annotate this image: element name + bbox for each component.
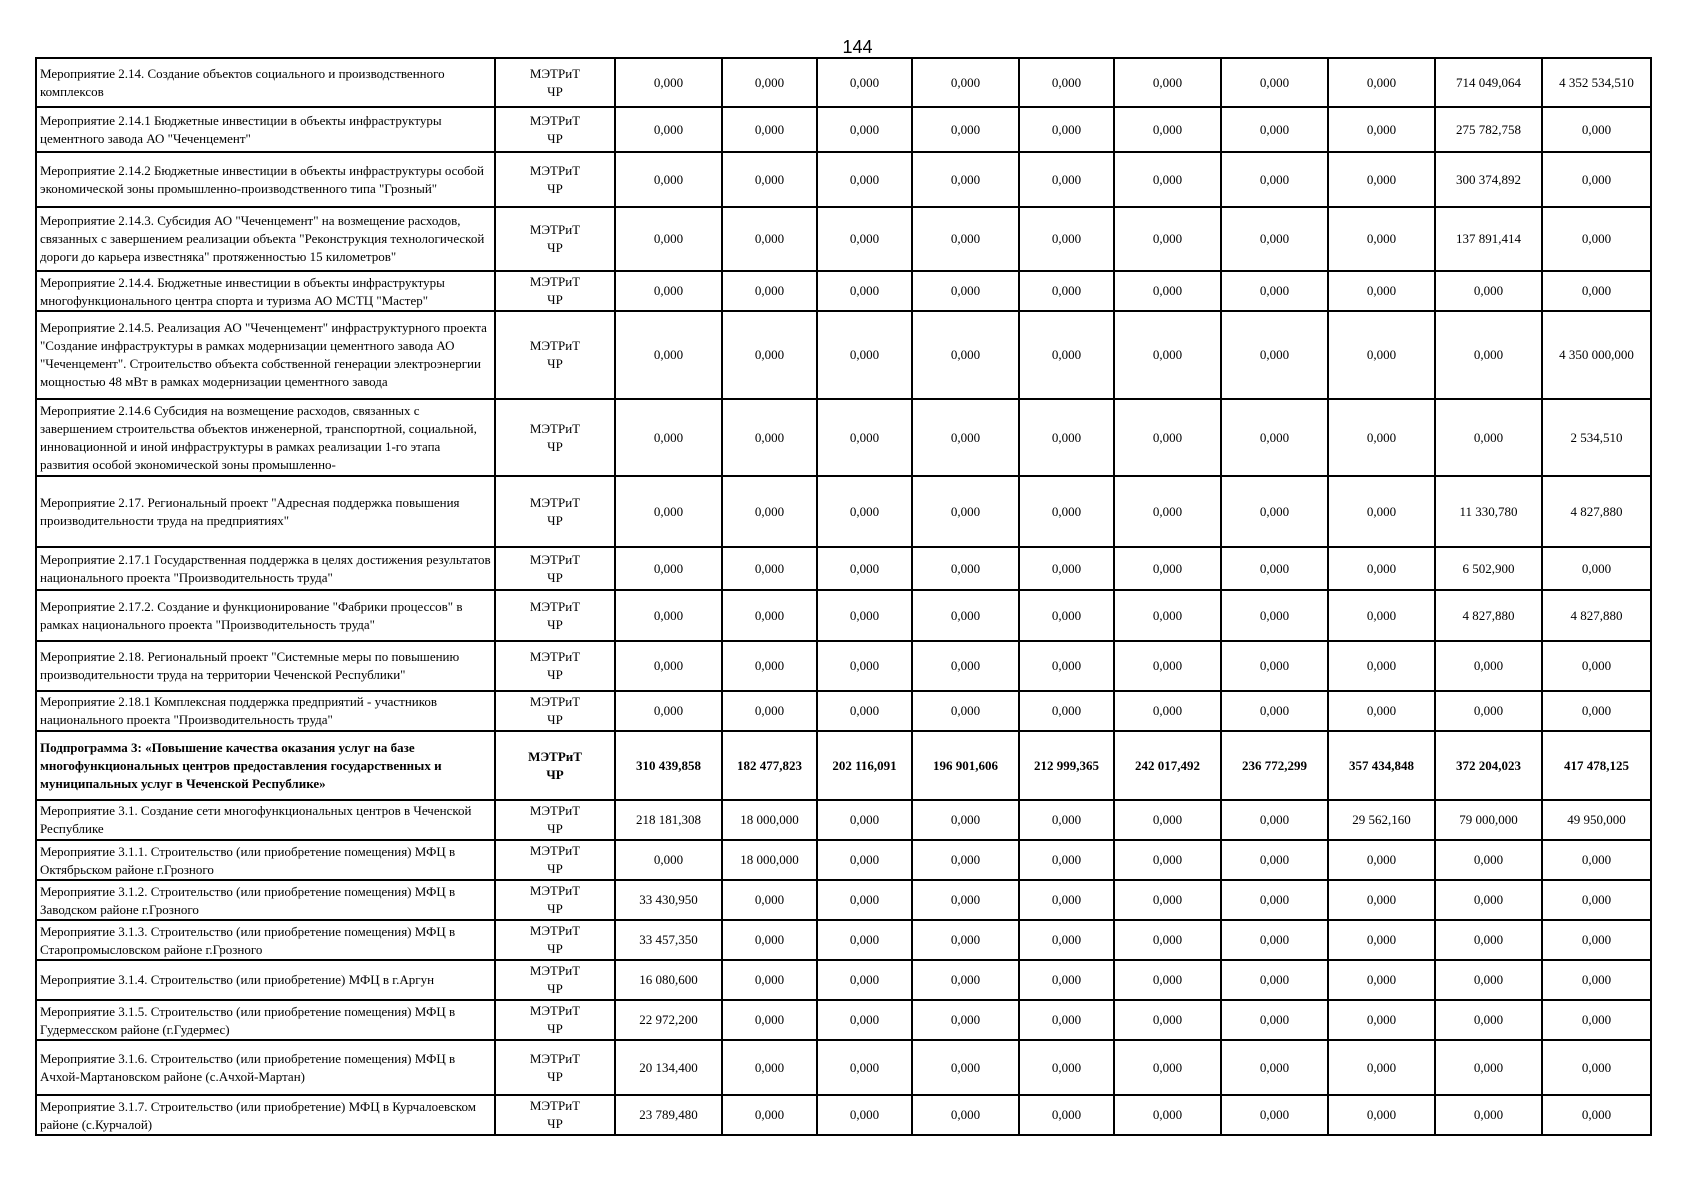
amount-cell: 0,000 xyxy=(912,590,1019,641)
activity-name-cell xyxy=(36,1000,495,1040)
amount-cell: 0,000 xyxy=(817,311,912,399)
amount-cell: 0,000 xyxy=(1221,590,1328,641)
amount-cell: 4 827,880 xyxy=(1542,476,1651,547)
executor-cell: МЭТРиТ ЧР xyxy=(495,107,615,152)
amount-cell: 0,000 xyxy=(1019,960,1114,1000)
amount-cell: 310 439,858 xyxy=(615,731,722,800)
table-row xyxy=(36,1095,1651,1135)
amount-cell: 0,000 xyxy=(912,1040,1019,1095)
amount-cell: 0,000 xyxy=(615,691,722,731)
amount-cell: 0,000 xyxy=(1221,399,1328,476)
amount-cell: 0,000 xyxy=(1435,960,1542,1000)
activity-name-cell xyxy=(36,800,495,840)
table-row xyxy=(36,547,1651,590)
amount-cell: 0,000 xyxy=(1221,641,1328,691)
amount-cell: 714 049,064 xyxy=(1435,58,1542,107)
amount-cell: 4 827,880 xyxy=(1435,590,1542,641)
activity-name-cell xyxy=(36,1040,495,1095)
amount-cell: 0,000 xyxy=(1114,476,1221,547)
amount-cell: 0,000 xyxy=(1019,271,1114,311)
table-row xyxy=(36,1040,1651,1095)
amount-cell: 0,000 xyxy=(1019,880,1114,920)
activity-name-cell xyxy=(36,207,495,271)
amount-cell: 0,000 xyxy=(912,311,1019,399)
activity-name: Мероприятие 3.1.1. Строительство (или приобретение помещения) МФЦ в Октябрьском районе г.Грозного xyxy=(40,844,456,877)
amount-cell: 0,000 xyxy=(912,547,1019,590)
executor-cell: МЭТРиТ ЧР xyxy=(495,207,615,271)
amount-cell: 0,000 xyxy=(722,691,817,731)
executor-cell: МЭТРиТ ЧР xyxy=(495,590,615,641)
amount-cell: 0,000 xyxy=(912,271,1019,311)
amount-cell: 0,000 xyxy=(1328,1040,1435,1095)
amount-cell: 0,000 xyxy=(615,58,722,107)
amount-cell: 0,000 xyxy=(817,207,912,271)
executor-cell: МЭТРиТ ЧР xyxy=(495,641,615,691)
table-row xyxy=(36,152,1651,207)
amount-cell: 0,000 xyxy=(1221,271,1328,311)
amount-cell: 0,000 xyxy=(817,590,912,641)
amount-cell: 2 534,510 xyxy=(1542,399,1651,476)
amount-cell: 0,000 xyxy=(1328,1000,1435,1040)
amount-cell: 0,000 xyxy=(1221,800,1328,840)
amount-cell: 0,000 xyxy=(722,1040,817,1095)
amount-cell: 0,000 xyxy=(1328,399,1435,476)
activity-name: Мероприятие 2.14.3. Субсидия АО "Чеченцемент" на возмещение расходов, связанных с завершением реализации объекта "Реконструкция технологической дороги до карьера известняка" протяженностью 15 километров" xyxy=(40,213,485,264)
amount-cell: 0,000 xyxy=(615,840,722,880)
amount-cell: 0,000 xyxy=(912,107,1019,152)
amount-cell: 0,000 xyxy=(1019,399,1114,476)
amount-cell: 0,000 xyxy=(817,271,912,311)
activity-name-cell xyxy=(36,731,495,800)
activity-name: Мероприятие 2.14.6 Субсидия на возмещение расходов, связанных с завершением строительства объектов инженерной, транспортной, социальной, инновационной и иной инфраструктуры в рамках реализации 1-го этапа развития особой экономической зоны промышленно- xyxy=(40,402,477,472)
amount-cell: 0,000 xyxy=(1542,641,1651,691)
amount-cell: 0,000 xyxy=(1328,590,1435,641)
executor-cell: МЭТРиТ ЧР xyxy=(495,58,615,107)
table-row xyxy=(36,641,1651,691)
amount-cell: 0,000 xyxy=(1542,1040,1651,1095)
amount-cell: 0,000 xyxy=(1114,840,1221,880)
amount-cell: 0,000 xyxy=(1435,691,1542,731)
amount-cell: 0,000 xyxy=(1328,311,1435,399)
amount-cell: 0,000 xyxy=(1019,800,1114,840)
amount-cell: 0,000 xyxy=(1435,840,1542,880)
activity-name: Мероприятие 2.14.5. Реализация АО "Чеченцемент" инфраструктурного проекта "Создание инфраструктуры в рамках модернизации цементного завода АО "Чеченцемент". Строительство объекта собственной генерации электроэнергии мощностью 48 мВт в рамках модернизации цементного завода xyxy=(40,320,487,389)
executor-cell: МЭТРиТ ЧР xyxy=(495,476,615,547)
amount-cell: 242 017,492 xyxy=(1114,731,1221,800)
activity-name: Мероприятие 3.1.6. Строительство (или приобретение помещения) МФЦ в Ачхой-Мартановском районе (с.Ачхой-Мартан) xyxy=(40,1050,456,1084)
amount-cell: 0,000 xyxy=(1542,880,1651,920)
amount-cell: 0,000 xyxy=(1114,641,1221,691)
amount-cell: 0,000 xyxy=(912,399,1019,476)
executor-cell: МЭТРиТ ЧР xyxy=(495,1095,615,1135)
amount-cell: 0,000 xyxy=(1019,207,1114,271)
amount-cell: 0,000 xyxy=(1114,1000,1221,1040)
amount-cell: 0,000 xyxy=(1221,547,1328,590)
amount-cell: 0,000 xyxy=(1221,1000,1328,1040)
amount-cell: 18 000,000 xyxy=(722,840,817,880)
amount-cell: 0,000 xyxy=(1114,880,1221,920)
amount-cell: 4 350 000,000 xyxy=(1542,311,1651,399)
amount-cell: 16 080,600 xyxy=(615,960,722,1000)
amount-cell: 18 000,000 xyxy=(722,800,817,840)
activity-name: Мероприятие 2.18. Региональный проект "Системные меры по повышению производительности труда на территории Чеченской Республики" xyxy=(40,649,460,682)
amount-cell: 0,000 xyxy=(912,691,1019,731)
table-row xyxy=(36,271,1651,311)
amount-cell: 0,000 xyxy=(722,880,817,920)
amount-cell: 300 374,892 xyxy=(1435,152,1542,207)
executor-cell: МЭТРиТ ЧР xyxy=(495,547,615,590)
executor-cell: МЭТРиТ ЧР xyxy=(495,800,615,840)
amount-cell: 0,000 xyxy=(615,399,722,476)
amount-cell: 0,000 xyxy=(722,58,817,107)
amount-cell: 79 000,000 xyxy=(1435,800,1542,840)
amount-cell: 0,000 xyxy=(817,691,912,731)
amount-cell: 11 330,780 xyxy=(1435,476,1542,547)
amount-cell: 0,000 xyxy=(1019,1000,1114,1040)
amount-cell: 0,000 xyxy=(1019,311,1114,399)
amount-cell: 0,000 xyxy=(1435,641,1542,691)
amount-cell: 0,000 xyxy=(1542,1000,1651,1040)
amount-cell: 4 352 534,510 xyxy=(1542,58,1651,107)
amount-cell: 0,000 xyxy=(817,399,912,476)
amount-cell: 0,000 xyxy=(817,547,912,590)
table-row xyxy=(36,800,1651,840)
amount-cell: 0,000 xyxy=(817,1040,912,1095)
amount-cell: 372 204,023 xyxy=(1435,731,1542,800)
amount-cell: 0,000 xyxy=(912,1095,1019,1135)
amount-cell: 0,000 xyxy=(1019,547,1114,590)
amount-cell: 0,000 xyxy=(1114,920,1221,960)
executor-cell: МЭТРиТ ЧР xyxy=(495,1000,615,1040)
executor-cell: МЭТРиТ ЧР xyxy=(495,920,615,960)
budget-table xyxy=(35,57,1652,1136)
amount-cell: 0,000 xyxy=(1221,960,1328,1000)
activity-name-cell xyxy=(36,399,495,476)
amount-cell: 0,000 xyxy=(1221,152,1328,207)
amount-cell: 0,000 xyxy=(1221,920,1328,960)
amount-cell: 0,000 xyxy=(912,800,1019,840)
amount-cell: 0,000 xyxy=(722,399,817,476)
amount-cell: 0,000 xyxy=(817,880,912,920)
amount-cell: 0,000 xyxy=(1542,691,1651,731)
amount-cell: 0,000 xyxy=(912,152,1019,207)
activity-name: Мероприятие 2.18.1 Комплексная поддержка предприятий - участников национального проекта "Производительность труда" xyxy=(40,694,438,727)
executor-cell: МЭТРиТ ЧР xyxy=(495,960,615,1000)
amount-cell: 0,000 xyxy=(912,840,1019,880)
amount-cell: 0,000 xyxy=(1019,152,1114,207)
amount-cell: 4 827,880 xyxy=(1542,590,1651,641)
amount-cell: 0,000 xyxy=(1542,960,1651,1000)
amount-cell: 0,000 xyxy=(1328,476,1435,547)
amount-cell: 0,000 xyxy=(912,58,1019,107)
amount-cell: 218 181,308 xyxy=(615,800,722,840)
executor-cell: МЭТРиТ ЧР xyxy=(495,731,615,800)
amount-cell: 0,000 xyxy=(1221,1040,1328,1095)
amount-cell: 0,000 xyxy=(1114,1095,1221,1135)
activity-name: Мероприятие 2.14.1 Бюджетные инвестиции в объекты инфраструктуры цементного завода АО "Чеченцемент" xyxy=(40,112,442,146)
amount-cell: 0,000 xyxy=(912,1000,1019,1040)
executor-cell: МЭТРиТ ЧР xyxy=(495,1040,615,1095)
amount-cell: 0,000 xyxy=(722,271,817,311)
amount-cell: 0,000 xyxy=(722,152,817,207)
amount-cell: 0,000 xyxy=(1019,476,1114,547)
amount-cell: 0,000 xyxy=(615,107,722,152)
amount-cell: 0,000 xyxy=(1114,800,1221,840)
amount-cell: 0,000 xyxy=(1435,1040,1542,1095)
amount-cell: 0,000 xyxy=(1328,152,1435,207)
amount-cell: 0,000 xyxy=(1221,107,1328,152)
amount-cell: 0,000 xyxy=(817,476,912,547)
amount-cell: 137 891,414 xyxy=(1435,207,1542,271)
table-body xyxy=(36,58,1651,1135)
amount-cell: 0,000 xyxy=(722,1000,817,1040)
amount-cell: 0,000 xyxy=(1435,271,1542,311)
executor-cell: МЭТРиТ ЧР xyxy=(495,840,615,880)
activity-name: Мероприятие 2.14. Создание объектов социального и производственного комплексов xyxy=(40,65,445,99)
amount-cell: 0,000 xyxy=(1221,311,1328,399)
amount-cell: 0,000 xyxy=(615,311,722,399)
amount-cell: 0,000 xyxy=(1328,641,1435,691)
table-row xyxy=(36,840,1651,880)
table-row xyxy=(36,880,1651,920)
amount-cell: 0,000 xyxy=(1114,107,1221,152)
amount-cell: 0,000 xyxy=(912,207,1019,271)
amount-cell: 0,000 xyxy=(1435,920,1542,960)
amount-cell: 0,000 xyxy=(1019,1095,1114,1135)
amount-cell: 0,000 xyxy=(817,960,912,1000)
amount-cell: 357 434,848 xyxy=(1328,731,1435,800)
amount-cell: 0,000 xyxy=(615,207,722,271)
amount-cell: 0,000 xyxy=(817,840,912,880)
table-row xyxy=(36,691,1651,731)
amount-cell: 0,000 xyxy=(615,152,722,207)
amount-cell: 0,000 xyxy=(1019,920,1114,960)
amount-cell: 0,000 xyxy=(1221,840,1328,880)
amount-cell: 0,000 xyxy=(1114,960,1221,1000)
amount-cell: 0,000 xyxy=(1435,1000,1542,1040)
executor-cell: МЭТРиТ ЧР xyxy=(495,152,615,207)
amount-cell: 0,000 xyxy=(1221,476,1328,547)
amount-cell: 0,000 xyxy=(1328,207,1435,271)
amount-cell: 0,000 xyxy=(722,960,817,1000)
amount-cell: 202 116,091 xyxy=(817,731,912,800)
activity-name: Мероприятие 3.1.5. Строительство (или приобретение помещения) МФЦ в Гудермесском районе (г.Гудермес) xyxy=(40,1004,456,1037)
amount-cell: 0,000 xyxy=(1328,107,1435,152)
amount-cell: 0,000 xyxy=(1019,590,1114,641)
executor-cell: МЭТРиТ ЧР xyxy=(495,311,615,399)
activity-name: Мероприятие 2.17.2. Создание и функционирование "Фабрики процессов" в рамках национального проекта "Производительность труда" xyxy=(40,598,463,632)
table-row xyxy=(36,107,1651,152)
amount-cell: 0,000 xyxy=(1435,1095,1542,1135)
amount-cell: 49 950,000 xyxy=(1542,800,1651,840)
amount-cell: 275 782,758 xyxy=(1435,107,1542,152)
activity-name-cell xyxy=(36,107,495,152)
activity-name: Мероприятие 3.1.3. Строительство (или приобретение помещения) МФЦ в Старопромысловском районе г.Грозного xyxy=(40,924,456,957)
table-row xyxy=(36,731,1651,800)
amount-cell: 0,000 xyxy=(615,271,722,311)
amount-cell: 0,000 xyxy=(1019,641,1114,691)
amount-cell: 0,000 xyxy=(722,590,817,641)
amount-cell: 0,000 xyxy=(1328,840,1435,880)
activity-name-cell xyxy=(36,840,495,880)
amount-cell: 0,000 xyxy=(817,641,912,691)
amount-cell: 0,000 xyxy=(1542,207,1651,271)
activity-name: Мероприятие 3.1. Создание сети многофункциональных центров в Чеченской Республике xyxy=(40,803,472,836)
amount-cell: 417 478,125 xyxy=(1542,731,1651,800)
amount-cell: 0,000 xyxy=(1542,840,1651,880)
amount-cell: 0,000 xyxy=(1221,207,1328,271)
amount-cell: 0,000 xyxy=(912,476,1019,547)
amount-cell: 0,000 xyxy=(912,920,1019,960)
amount-cell: 0,000 xyxy=(1221,58,1328,107)
table-row xyxy=(36,58,1651,107)
amount-cell: 0,000 xyxy=(912,960,1019,1000)
amount-cell: 0,000 xyxy=(1328,271,1435,311)
amount-cell: 0,000 xyxy=(1328,58,1435,107)
executor-cell: МЭТРиТ ЧР xyxy=(495,880,615,920)
activity-name-cell xyxy=(36,58,495,107)
activity-name-cell xyxy=(36,547,495,590)
amount-cell: 0,000 xyxy=(817,58,912,107)
activity-name: Подпрограмма 3: «Повышение качества оказания услуг на базе многофункциональных центров предоставления государственных и муниципальных услуг в Чеченской Республике» xyxy=(40,739,442,791)
activity-name-cell xyxy=(36,920,495,960)
amount-cell: 236 772,299 xyxy=(1221,731,1328,800)
amount-cell: 0,000 xyxy=(1019,58,1114,107)
amount-cell: 0,000 xyxy=(1114,399,1221,476)
amount-cell: 0,000 xyxy=(1328,1095,1435,1135)
amount-cell: 0,000 xyxy=(1019,107,1114,152)
amount-cell: 0,000 xyxy=(615,641,722,691)
table-row xyxy=(36,399,1651,476)
amount-cell: 0,000 xyxy=(722,547,817,590)
activity-name: Мероприятие 3.1.7. Строительство (или приобретение) МФЦ в Курчалоевском районе (с.Курчалой) xyxy=(40,1099,476,1132)
activity-name-cell xyxy=(36,271,495,311)
activity-name: Мероприятие 2.14.4. Бюджетные инвестиции в объекты инфраструктуры многофункционального центра спорта и туризма АО МСТЦ "Мастер" xyxy=(40,274,445,308)
amount-cell: 33 457,350 xyxy=(615,920,722,960)
activity-name-cell xyxy=(36,1095,495,1135)
amount-cell: 0,000 xyxy=(722,107,817,152)
activity-name-cell xyxy=(36,152,495,207)
amount-cell: 0,000 xyxy=(1114,207,1221,271)
amount-cell: 0,000 xyxy=(1328,691,1435,731)
amount-cell: 0,000 xyxy=(1435,399,1542,476)
amount-cell: 22 972,200 xyxy=(615,1000,722,1040)
amount-cell: 0,000 xyxy=(1542,271,1651,311)
amount-cell: 0,000 xyxy=(817,107,912,152)
amount-cell: 20 134,400 xyxy=(615,1040,722,1095)
amount-cell: 196 901,606 xyxy=(912,731,1019,800)
amount-cell: 0,000 xyxy=(1114,311,1221,399)
activity-name: Мероприятие 3.1.2. Строительство (или приобретение помещения) МФЦ в Заводском районе г.Грозного xyxy=(40,884,456,917)
executor-cell: МЭТРиТ ЧР xyxy=(495,399,615,476)
amount-cell: 212 999,365 xyxy=(1019,731,1114,800)
amount-cell: 0,000 xyxy=(817,1000,912,1040)
amount-cell: 0,000 xyxy=(1221,880,1328,920)
amount-cell: 0,000 xyxy=(1114,1040,1221,1095)
amount-cell: 0,000 xyxy=(1435,311,1542,399)
amount-cell: 0,000 xyxy=(722,1095,817,1135)
activity-name-cell xyxy=(36,691,495,731)
amount-cell: 182 477,823 xyxy=(722,731,817,800)
activity-name: Мероприятие 2.17.1 Государственная поддержка в целях достижения результатов национального проекта "Производительность труда" xyxy=(40,551,491,585)
table-row xyxy=(36,476,1651,547)
amount-cell: 23 789,480 xyxy=(615,1095,722,1135)
amount-cell: 0,000 xyxy=(615,547,722,590)
amount-cell: 0,000 xyxy=(615,476,722,547)
amount-cell: 0,000 xyxy=(912,641,1019,691)
activity-name: Мероприятие 2.17. Региональный проект "Адресная поддержка повышения производительности труда на предприятиях" xyxy=(40,494,460,528)
amount-cell: 0,000 xyxy=(615,590,722,641)
amount-cell: 6 502,900 xyxy=(1435,547,1542,590)
amount-cell: 0,000 xyxy=(1542,107,1651,152)
amount-cell: 0,000 xyxy=(1435,880,1542,920)
amount-cell: 0,000 xyxy=(1328,547,1435,590)
table-row xyxy=(36,207,1651,271)
amount-cell: 0,000 xyxy=(1328,920,1435,960)
amount-cell: 33 430,950 xyxy=(615,880,722,920)
activity-name-cell xyxy=(36,476,495,547)
table-row xyxy=(36,590,1651,641)
activity-name-cell xyxy=(36,641,495,691)
amount-cell: 0,000 xyxy=(1221,691,1328,731)
amount-cell: 0,000 xyxy=(817,800,912,840)
amount-cell: 0,000 xyxy=(817,152,912,207)
amount-cell: 0,000 xyxy=(1542,1095,1651,1135)
amount-cell: 0,000 xyxy=(912,880,1019,920)
amount-cell: 0,000 xyxy=(817,920,912,960)
table-row xyxy=(36,1000,1651,1040)
table-row xyxy=(36,920,1651,960)
table-row xyxy=(36,311,1651,399)
page-number: 144 xyxy=(842,37,873,57)
amount-cell: 0,000 xyxy=(722,641,817,691)
activity-name-cell xyxy=(36,880,495,920)
amount-cell: 0,000 xyxy=(1328,880,1435,920)
amount-cell: 0,000 xyxy=(1542,547,1651,590)
activity-name: Мероприятие 3.1.4. Строительство (или приобретение) МФЦ в г.Аргун xyxy=(40,972,435,987)
amount-cell: 0,000 xyxy=(1114,691,1221,731)
activity-name-cell xyxy=(36,590,495,641)
activity-name: Мероприятие 2.14.2 Бюджетные инвестиции в объекты инфраструктуры особой экономической зоны промышленно-производственного типа "Грозный" xyxy=(40,162,484,196)
amount-cell: 0,000 xyxy=(817,1095,912,1135)
activity-name-cell xyxy=(36,960,495,1000)
amount-cell: 0,000 xyxy=(1328,960,1435,1000)
amount-cell: 0,000 xyxy=(1114,590,1221,641)
amount-cell: 0,000 xyxy=(1542,152,1651,207)
amount-cell: 0,000 xyxy=(1114,58,1221,107)
amount-cell: 0,000 xyxy=(1019,1040,1114,1095)
amount-cell: 0,000 xyxy=(722,476,817,547)
amount-cell: 0,000 xyxy=(722,207,817,271)
activity-name-cell xyxy=(36,311,495,399)
amount-cell: 0,000 xyxy=(1114,152,1221,207)
amount-cell: 0,000 xyxy=(722,920,817,960)
amount-cell: 0,000 xyxy=(722,311,817,399)
amount-cell: 0,000 xyxy=(1019,691,1114,731)
amount-cell: 0,000 xyxy=(1114,547,1221,590)
executor-cell: МЭТРиТ ЧР xyxy=(495,271,615,311)
amount-cell: 0,000 xyxy=(1542,920,1651,960)
amount-cell: 0,000 xyxy=(1221,1095,1328,1135)
executor-cell: МЭТРиТ ЧР xyxy=(495,691,615,731)
amount-cell: 29 562,160 xyxy=(1328,800,1435,840)
amount-cell: 0,000 xyxy=(1019,840,1114,880)
amount-cell: 0,000 xyxy=(1114,271,1221,311)
table-row xyxy=(36,960,1651,1000)
